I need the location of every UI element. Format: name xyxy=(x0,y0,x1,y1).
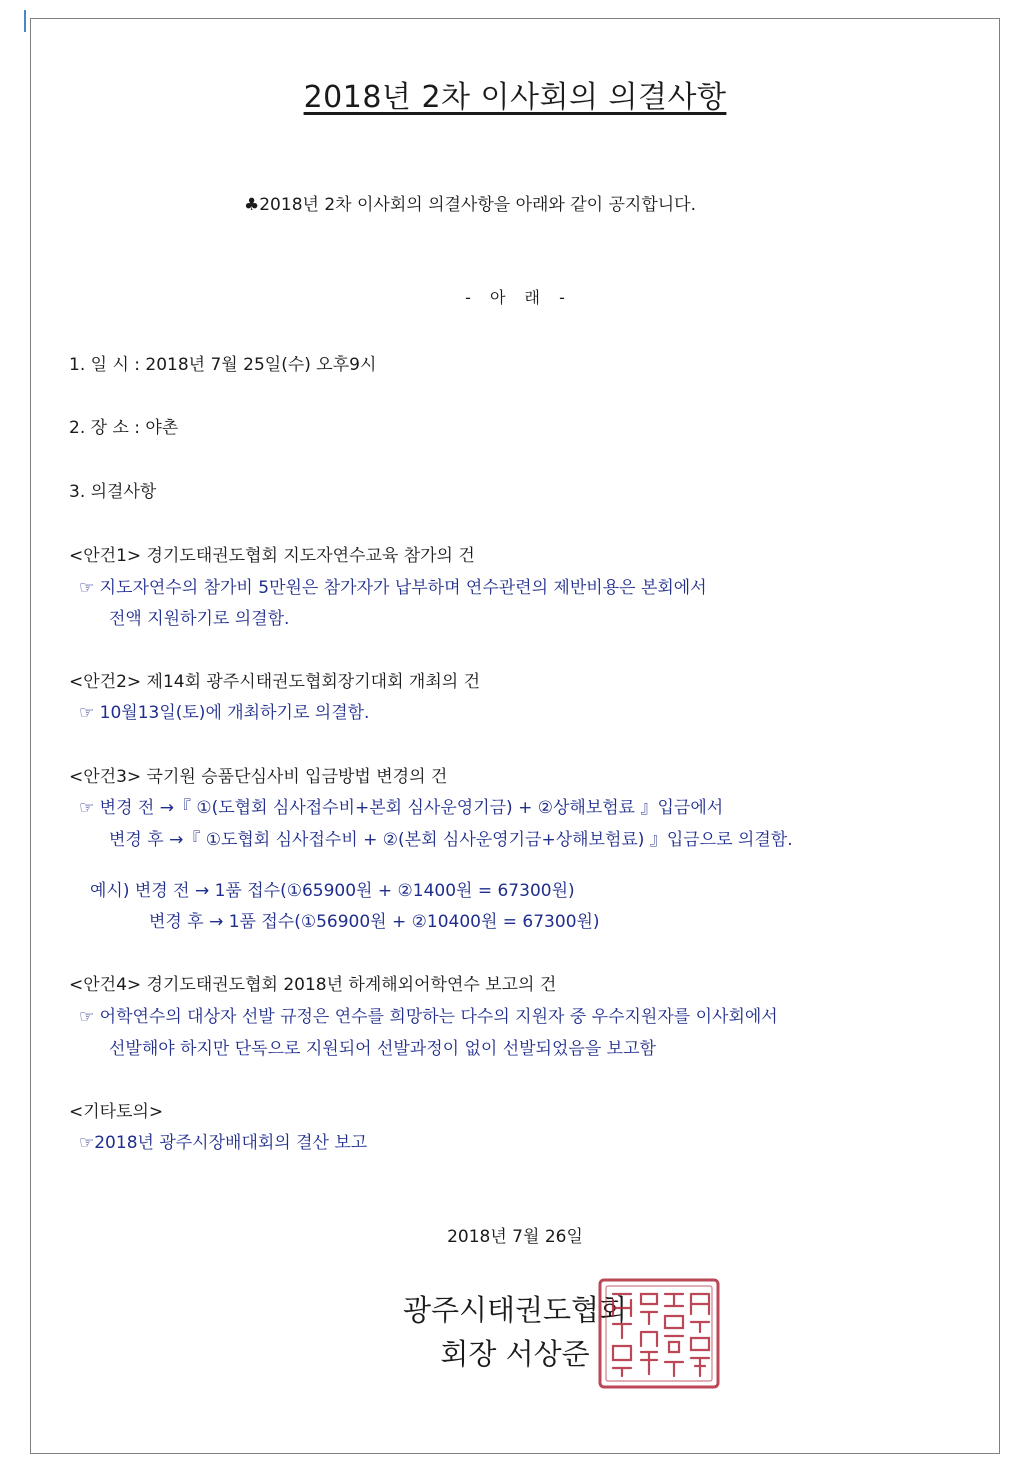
chairman-name: 회장 서상준 xyxy=(440,1337,590,1371)
item-datetime: 1. 일 시 : 2018년 7월 25일(수) 오후9시 xyxy=(69,355,377,375)
agenda3-resolution-line1: ☞ 변경 전 →『 ①(도협회 심사접수비+본회 심사운영기금) + ②상해보험료 』입금에서 xyxy=(79,798,724,818)
agenda3-example-before: 예시) 변경 전 → 1품 접수(①65900원 + ②1400원 = 67300원) xyxy=(90,881,575,901)
below-heading: - 아 래 - xyxy=(465,288,565,307)
organization-name: 광주시태권도협회 xyxy=(402,1293,628,1327)
other-discussion-heading: <기타토의> xyxy=(69,1102,164,1122)
agenda4-report-line1: ☞ 어학연수의 대상자 선발 규정은 연수를 희망하는 다수의 지원자 중 우수지원자를 이사회에서 xyxy=(79,1007,778,1027)
document-date: 2018년 7월 26일 xyxy=(447,1227,583,1247)
agenda3-example-after: 변경 후 → 1품 접수(①56900원 + ②10400원 = 67300원) xyxy=(149,912,600,932)
agenda3-resolution-line2: 변경 후 →『 ①도협회 심사접수비 + ②(본회 심사운영기금+상해보험료) 』입금으로 의결함. xyxy=(109,830,793,850)
agenda4-heading: <안건4> 경기도태권도협회 2018년 하계해외어학연수 보고의 건 xyxy=(69,975,557,995)
agenda1-resolution-line2: 전액 지원하기로 의결함. xyxy=(109,609,290,629)
agenda2-resolution-line1: ☞ 10월13일(토)에 개최하기로 의결함. xyxy=(79,703,370,723)
agenda1-heading: <안건1> 경기도태권도협회 지도자연수교육 참가의 건 xyxy=(69,546,475,566)
agenda2-heading: <안건2> 제14회 광주시태권도협회장기대회 개최의 건 xyxy=(69,672,480,692)
document-title: 2018년 2차 이사회의 의결사항 xyxy=(303,80,727,115)
agenda3-heading: <안건3> 국기원 승품단심사비 입금방법 변경의 건 xyxy=(69,767,448,787)
official-seal xyxy=(597,1276,721,1391)
other-discussion-line1: ☞2018년 광주시장배대회의 결산 보고 xyxy=(79,1133,368,1153)
item-place: 2. 장 소 : 야촌 xyxy=(69,418,179,438)
agenda4-report-line2: 선발해야 하지만 단독으로 지원되어 선발과정이 없이 선발되었음을 보고함 xyxy=(109,1039,656,1059)
item-resolutions: 3. 의결사항 xyxy=(69,482,157,502)
agenda1-resolution-line1: ☞ 지도자연수의 참가비 5만원은 참가자가 납부하며 연수관련의 제반비용은 본회에서 xyxy=(79,578,707,598)
corner-mark xyxy=(24,10,26,32)
notice-line: ♣2018년 2차 이사회의 의결사항을 아래와 같이 공지합니다. xyxy=(244,195,697,215)
